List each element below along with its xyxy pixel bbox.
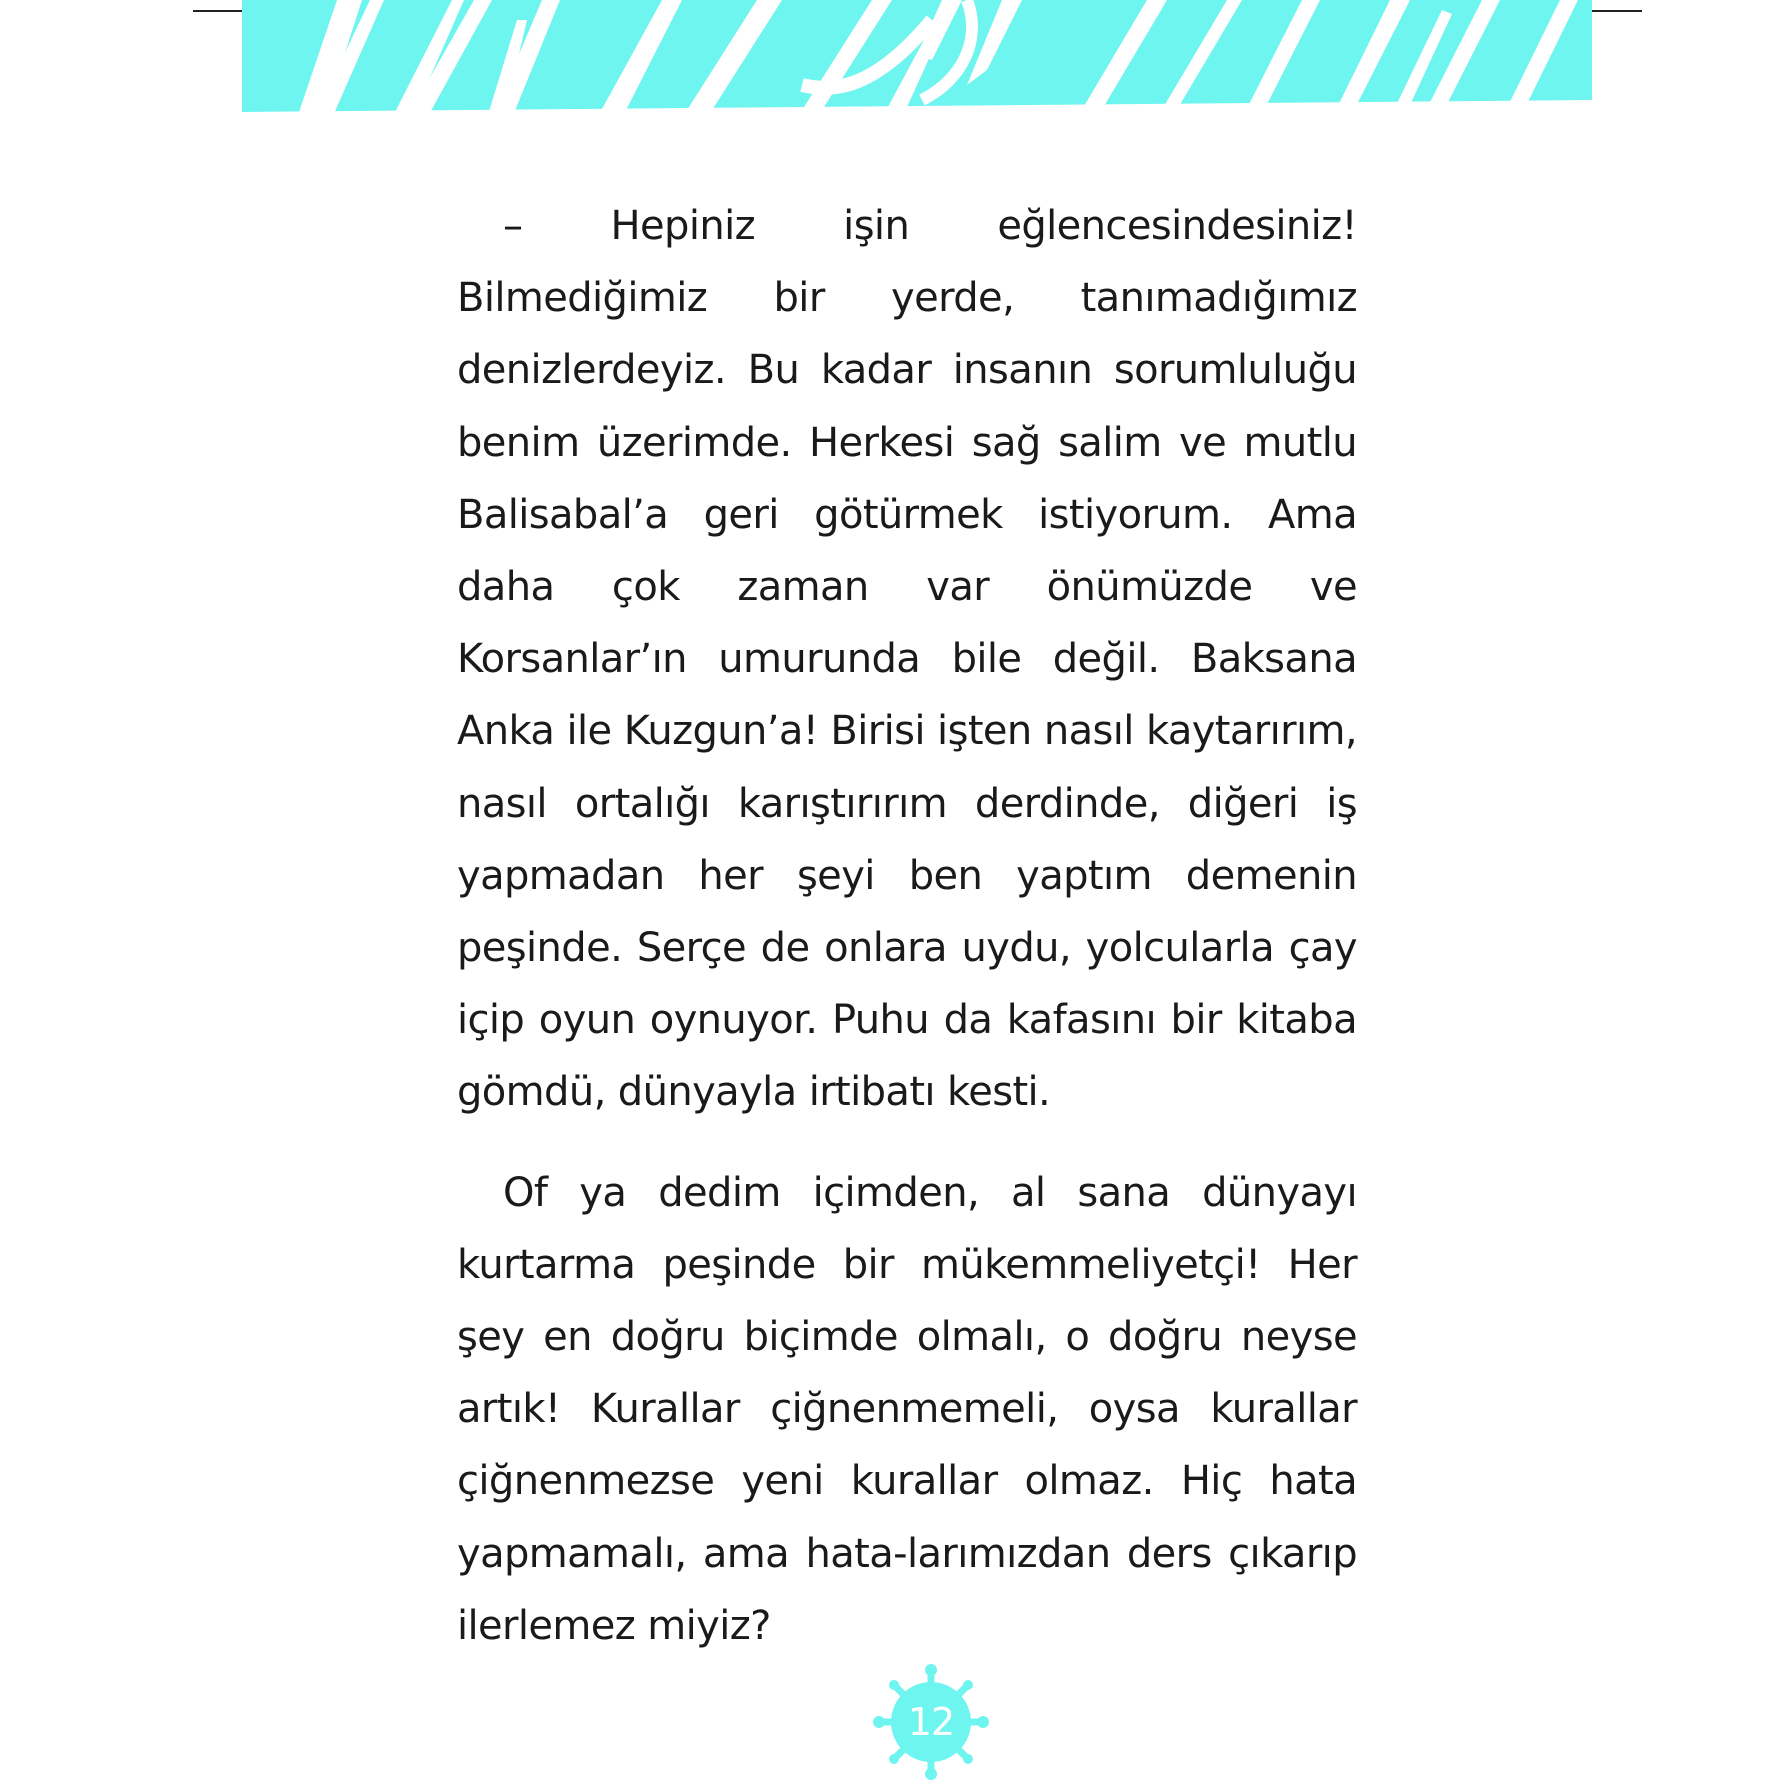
header-stripe-band [242, 0, 1592, 118]
crop-mark-left [193, 10, 243, 12]
paragraph-2: Of ya dedim içimden, al sana dünyayı kurtarma peşinde bir mükemmeliyetçi! Her şey en doğru biçimde olmalı, o doğru neyse artık! Kurallar çiğnenmemeli, oysa kurallar çiğnenmezse yeni kurallar olmaz. Hiç hata yapmamalı, ama hata-larımızdan ders çıkarıp ilerlemez miyiz? [457, 1169, 1357, 1649]
body-text [457, 190, 1357, 1690]
paragraph-1: – Hepiniz işin eğlencesindesiniz! Bilmediğimiz bir yerde, tanımadığımız denizlerdeyiz. Bu kadar insanın sorumluluğu benim üzerimde. Herkesi sağ salim ve mutlu Balisabal’a geri götürmek istiyorum. Ama daha çok zaman var önümüzde ve Korsanlar’ın umurunda bile değil. Baksana Anka ile Kuzgun’a! Birisi işten nasıl kaytarırım, nasıl ortalığı karıştırırım derdinde, diğeri iş yapmadan her şeyi ben yaptım demenin peşinde. Serçe de onlara uydu, yolcularla çay içip oyun oynuyor. Puhu da kafasını bir kitaba gömdü, dünyayla irtibatı kesti. [457, 203, 1357, 1116]
crop-mark-right [1592, 10, 1642, 12]
page-number: 12 [907, 1700, 955, 1744]
